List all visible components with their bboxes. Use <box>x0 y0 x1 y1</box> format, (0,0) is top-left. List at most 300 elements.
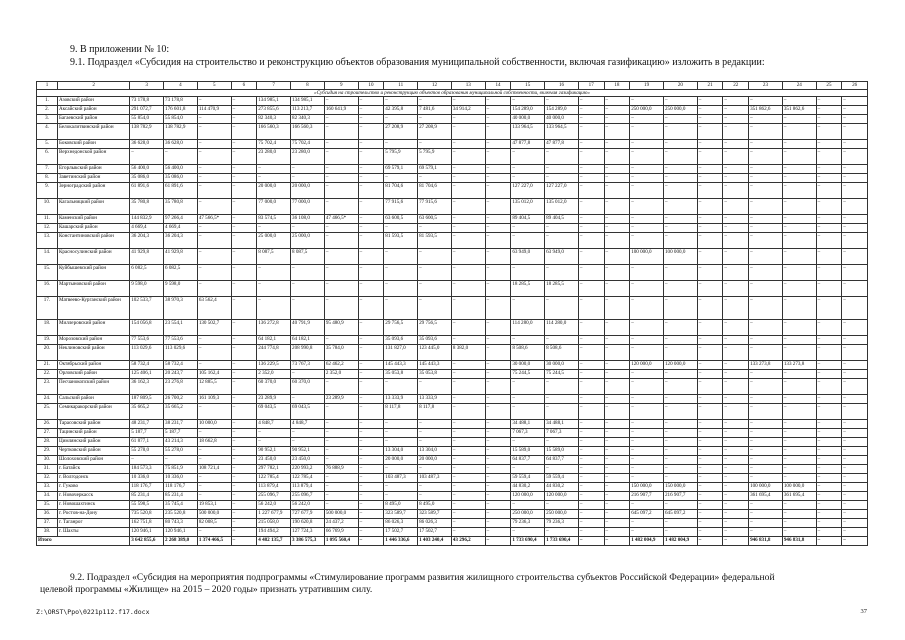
table-cell: – <box>842 281 868 297</box>
column-number: 3 <box>130 82 164 90</box>
table-cell: – <box>578 281 604 297</box>
table-cell: – <box>418 115 452 124</box>
table-cell: – <box>485 465 511 474</box>
table-cell: – <box>545 165 579 174</box>
table-row <box>37 97 868 106</box>
table-cell: – <box>485 149 511 165</box>
table-cell: – <box>197 249 231 265</box>
table-cell: 4 669,4 <box>130 224 164 233</box>
total-cell: – <box>816 537 842 546</box>
table-cell: – <box>782 345 816 361</box>
table-cell: 120 000,0 <box>663 361 697 370</box>
table-cell: – <box>842 336 868 345</box>
table-row <box>37 115 868 124</box>
municipality-name: Морозовский район <box>57 336 129 345</box>
table-cell: – <box>816 297 842 320</box>
total-cell: – <box>723 537 749 546</box>
table-cell: 63 600,5 <box>418 215 452 224</box>
table-cell: – <box>578 519 604 528</box>
table-cell: 30 000,0 <box>545 361 579 370</box>
table-cell: 113 213,7 <box>291 106 325 115</box>
table-cell: 35 086,0 <box>130 174 164 183</box>
table-cell: – <box>451 124 485 140</box>
table-cell: – <box>630 528 664 537</box>
table-cell: 64 837,7 <box>511 456 545 465</box>
amendment-heading: 9. В приложении № 10: <box>70 44 170 55</box>
table-cell: 56 242,0 <box>291 501 325 510</box>
table-cell: – <box>663 501 697 510</box>
table-cell: 81 593,5 <box>418 233 452 249</box>
table-cell: – <box>749 165 783 174</box>
table-cell: – <box>578 106 604 115</box>
table-cell: – <box>485 510 511 519</box>
table-cell: – <box>630 115 664 124</box>
table-cell: – <box>324 124 358 140</box>
table-cell: – <box>451 474 485 483</box>
municipality-name: Неклиновский район <box>57 345 129 361</box>
table-cell: 23 554,1 <box>164 320 198 336</box>
table-cell: – <box>630 199 664 215</box>
table-cell: 208 990,8 <box>291 345 325 361</box>
total-cell: – <box>578 537 604 546</box>
table-cell: – <box>816 233 842 249</box>
table-cell: – <box>604 492 630 501</box>
table-cell: 727 677,9 <box>291 510 325 519</box>
row-number: 15. <box>37 265 58 281</box>
table-cell: – <box>451 429 485 438</box>
table-cell: – <box>545 404 579 420</box>
table-cell: – <box>749 281 783 297</box>
table-cell: – <box>358 438 384 447</box>
table-cell: – <box>197 456 231 465</box>
table-cell: – <box>663 265 697 281</box>
table-cell: – <box>578 361 604 370</box>
row-number: 32. <box>37 474 58 483</box>
table-row <box>37 174 868 183</box>
table-cell: – <box>816 370 842 379</box>
table-row <box>37 165 868 174</box>
table-cell: – <box>630 174 664 183</box>
row-number: 2. <box>37 106 58 115</box>
table-cell: – <box>749 215 783 224</box>
table-cell: 44 830,2 <box>511 483 545 492</box>
table-cell: – <box>663 320 697 336</box>
table-cell: – <box>782 429 816 438</box>
table-cell: 118 176,7 <box>130 483 164 492</box>
table-cell: – <box>164 149 198 165</box>
table-row <box>37 345 868 361</box>
table-cell: – <box>697 320 723 336</box>
table-cell: 35 745,4 <box>164 501 198 510</box>
table-cell: – <box>451 183 485 199</box>
table-cell: – <box>749 510 783 519</box>
column-number-row <box>37 82 868 90</box>
table-cell: – <box>630 320 664 336</box>
municipality-name: г. Батайск <box>57 465 129 474</box>
table-cell: 63 949,0 <box>511 249 545 265</box>
table-cell: 114 280,0 <box>545 320 579 336</box>
table-row <box>37 501 868 510</box>
table-cell: – <box>749 474 783 483</box>
table-cell: 19 853,1 <box>197 501 231 510</box>
table-cell: – <box>384 249 418 265</box>
table-cell: 136 272,8 <box>257 320 291 336</box>
table-cell: – <box>816 519 842 528</box>
table-cell: 47 877,8 <box>545 140 579 149</box>
table-cell: 6 082,5 <box>130 265 164 281</box>
table-cell: – <box>604 199 630 215</box>
total-cell: 2 268 389,0 <box>164 537 198 546</box>
table-cell: – <box>358 336 384 345</box>
table-cell: – <box>578 124 604 140</box>
table-cell: – <box>723 165 749 174</box>
table-cell: – <box>451 165 485 174</box>
table-cell: 135 012,0 <box>511 199 545 215</box>
table-cell: – <box>324 379 358 395</box>
row-number: 1. <box>37 97 58 106</box>
table-cell: – <box>723 345 749 361</box>
table-cell: – <box>663 447 697 456</box>
table-cell: – <box>578 215 604 224</box>
table-cell: – <box>578 183 604 199</box>
table-cell: – <box>842 320 868 336</box>
table-cell: – <box>697 420 723 429</box>
table-cell: 73 767,3 <box>291 361 325 370</box>
table-cell: – <box>604 379 630 395</box>
table-cell: – <box>630 404 664 420</box>
table-cell: 34 488,1 <box>511 420 545 429</box>
table-cell: 13 333,9 <box>418 395 452 404</box>
table-cell: – <box>451 336 485 345</box>
table-cell: – <box>358 345 384 361</box>
table-cell: – <box>842 474 868 483</box>
table-cell: 120 000,0 <box>545 492 579 501</box>
table-cell: 89 404,5 <box>545 215 579 224</box>
table-cell: – <box>842 149 868 165</box>
table-cell: 113 029,6 <box>130 345 164 361</box>
table-cell: – <box>578 528 604 537</box>
table-cell: – <box>697 124 723 140</box>
row-number: 9. <box>37 183 58 199</box>
table-cell: – <box>545 174 579 183</box>
table-cell: 4 848,7 <box>291 420 325 429</box>
table-cell: – <box>842 447 868 456</box>
table-cell: – <box>723 519 749 528</box>
table-cell: – <box>630 519 664 528</box>
table-cell: – <box>578 483 604 492</box>
table-cell: – <box>578 174 604 183</box>
table-cell: 26 700,2 <box>164 395 198 404</box>
table-cell: 8 495,0 <box>418 501 452 510</box>
table-row <box>37 361 868 370</box>
table-cell: – <box>324 483 358 492</box>
table-cell: – <box>604 395 630 404</box>
table-cell: 160 641,9 <box>324 106 358 115</box>
table-cell: – <box>723 404 749 420</box>
table-cell: – <box>418 297 452 320</box>
table-cell: 144 832,9 <box>130 215 164 224</box>
table-cell: 255 096,7 <box>257 492 291 501</box>
table-cell: 145 443,3 <box>384 361 418 370</box>
table-cell: 184 573,3 <box>130 465 164 474</box>
table-cell: – <box>604 456 630 465</box>
table-cell: – <box>485 336 511 345</box>
table-cell: – <box>545 528 579 537</box>
total-cell: – <box>231 537 257 546</box>
table-cell: 35 053,8 <box>418 370 452 379</box>
table-cell: 82 340,3 <box>257 115 291 124</box>
table-cell: – <box>663 215 697 224</box>
table-row <box>37 420 868 429</box>
table-row <box>37 320 868 336</box>
table-cell: – <box>816 510 842 519</box>
table-cell: 6 082,5 <box>164 265 198 281</box>
table-cell: 55 598,5 <box>130 501 164 510</box>
table-cell: – <box>842 297 868 320</box>
table-cell: – <box>749 249 783 265</box>
table-cell: – <box>782 124 816 140</box>
row-number: 24. <box>37 395 58 404</box>
municipality-name: г. Новочеркасск <box>57 492 129 501</box>
municipality-name: г. Новошахтинск <box>57 501 129 510</box>
table-cell: 15 589,0 <box>511 447 545 456</box>
table-cell: – <box>749 465 783 474</box>
table-cell: 55 854,0 <box>164 115 198 124</box>
table-cell: – <box>697 395 723 404</box>
table-cell: – <box>842 528 868 537</box>
table-cell: 24 437,2 <box>324 519 358 528</box>
table-cell: – <box>782 395 816 404</box>
table-cell: – <box>485 106 511 115</box>
table-cell: – <box>723 97 749 106</box>
table-cell: – <box>723 281 749 297</box>
table-cell: – <box>358 456 384 465</box>
table-cell: – <box>697 474 723 483</box>
total-cell: 1 403 240,4 <box>418 537 452 546</box>
table-cell: – <box>816 265 842 281</box>
table-cell: – <box>697 115 723 124</box>
table-cell: 23 280,0 <box>257 149 291 165</box>
row-number: 26. <box>37 420 58 429</box>
table-cell: – <box>630 456 664 465</box>
table-cell: – <box>197 429 231 438</box>
table-cell: – <box>384 420 418 429</box>
table-row <box>37 429 868 438</box>
table-cell: – <box>324 97 358 106</box>
table-cell: – <box>630 165 664 174</box>
table-cell: – <box>842 395 868 404</box>
table-cell: – <box>842 370 868 379</box>
table-cell: – <box>842 165 868 174</box>
table-cell: – <box>485 224 511 233</box>
table-cell: – <box>324 199 358 215</box>
table-cell: 7 067,3 <box>511 429 545 438</box>
municipality-name: Миллеровский район <box>57 320 129 336</box>
table-cell: – <box>324 336 358 345</box>
table-cell: – <box>231 281 257 297</box>
table-cell: – <box>749 224 783 233</box>
table-cell: – <box>604 297 630 320</box>
total-cell: 43 296,2 <box>451 537 485 546</box>
table-cell: – <box>231 379 257 395</box>
table-cell: 35 780,8 <box>130 199 164 215</box>
row-number: 19. <box>37 336 58 345</box>
table-cell: – <box>630 336 664 345</box>
table-cell: – <box>604 215 630 224</box>
table-cell: – <box>231 519 257 528</box>
table-cell: – <box>816 501 842 510</box>
table-cell: – <box>451 492 485 501</box>
table-cell: – <box>511 224 545 233</box>
table-cell: – <box>782 265 816 281</box>
table-row <box>37 233 868 249</box>
table-cell: 73 178,8 <box>130 97 164 106</box>
total-cell: 3 642 855,6 <box>130 537 164 546</box>
table-cell: 176 601,8 <box>164 106 198 115</box>
table-cell: – <box>231 233 257 249</box>
municipality-name: г. Ростов-на-Дону <box>57 510 129 519</box>
table-cell: – <box>485 345 511 361</box>
table-cell: – <box>782 281 816 297</box>
file-path: Z:\ORST\Ppo\0221p112.f17.docx <box>36 608 150 616</box>
table-cell: 23 289,9 <box>324 395 358 404</box>
table-cell: – <box>723 174 749 183</box>
table-cell: 273 855,6 <box>257 106 291 115</box>
table-cell: – <box>578 395 604 404</box>
table-cell: – <box>231 438 257 447</box>
table-cell: 131 827,0 <box>384 345 418 361</box>
total-cell: – <box>842 537 868 546</box>
table-cell: – <box>358 370 384 379</box>
table-cell: 5 187,7 <box>164 429 198 438</box>
table-cell: – <box>291 174 325 183</box>
table-cell: – <box>197 474 231 483</box>
table-cell: – <box>782 447 816 456</box>
table-cell: – <box>604 519 630 528</box>
table-cell: – <box>842 199 868 215</box>
table-cell: – <box>485 519 511 528</box>
table-cell: – <box>511 404 545 420</box>
table-cell: – <box>578 474 604 483</box>
table-cell: – <box>197 140 231 149</box>
table-row <box>37 265 868 281</box>
table-cell: – <box>782 379 816 395</box>
table-cell: – <box>816 249 842 265</box>
table-row <box>37 510 868 519</box>
table-cell: 133 273,8 <box>782 361 816 370</box>
table-cell: – <box>697 510 723 519</box>
table-cell: 55 278,0 <box>164 447 198 456</box>
table-cell: – <box>697 438 723 447</box>
table-cell: – <box>418 249 452 265</box>
table-cell: 58 732,4 <box>164 361 198 370</box>
table-cell: – <box>842 379 868 395</box>
table-cell: – <box>324 224 358 233</box>
table-cell: – <box>723 528 749 537</box>
table-cell: – <box>291 429 325 438</box>
table-cell: – <box>697 165 723 174</box>
column-number: 14 <box>485 82 511 90</box>
table-cell: – <box>358 297 384 320</box>
municipality-name: г. Волгодонск <box>57 474 129 483</box>
table-cell: 122 785,4 <box>291 474 325 483</box>
table-cell: – <box>578 438 604 447</box>
table-cell: – <box>782 474 816 483</box>
table-cell: – <box>663 336 697 345</box>
total-cell: 3 386 575,3 <box>291 537 325 546</box>
table-cell: – <box>697 492 723 501</box>
table-row <box>37 395 868 404</box>
table-cell: – <box>578 265 604 281</box>
table-cell: – <box>291 438 325 447</box>
table-cell: 77 915,6 <box>384 199 418 215</box>
table-cell: – <box>604 140 630 149</box>
table-cell: – <box>358 199 384 215</box>
table-cell: 166 560,3 <box>257 124 291 140</box>
table-row <box>37 456 868 465</box>
table-cell: 215 058,0 <box>257 519 291 528</box>
table-cell: – <box>749 183 783 199</box>
table-cell: 114 280,0 <box>511 320 545 336</box>
table-row <box>37 297 868 320</box>
table-cell: – <box>697 370 723 379</box>
table-cell: 323 589,7 <box>418 510 452 519</box>
table-cell: – <box>782 510 816 519</box>
table-cell: 351 862,6 <box>782 106 816 115</box>
table-cell: 8 087,5 <box>257 249 291 265</box>
table-cell: 133 964,5 <box>511 124 545 140</box>
row-number: 7. <box>37 165 58 174</box>
table-cell: – <box>511 233 545 249</box>
table-cell: – <box>663 165 697 174</box>
table-cell: – <box>231 395 257 404</box>
table-cell: 102 533,7 <box>130 297 164 320</box>
table-cell: 135 012,0 <box>545 199 579 215</box>
municipality-name: Октябрьский район <box>57 361 129 370</box>
column-number: 16 <box>545 82 579 90</box>
table-cell: 69 579,1 <box>418 165 452 174</box>
table-cell: – <box>697 249 723 265</box>
table-cell: – <box>723 149 749 165</box>
table-cell: – <box>816 438 842 447</box>
table-cell: – <box>630 345 664 361</box>
table-cell: – <box>723 199 749 215</box>
table-cell: – <box>782 165 816 174</box>
table-cell: 12 885,5 <box>197 379 231 395</box>
table-cell: – <box>231 265 257 281</box>
total-cell: 1 482 004,9 <box>663 537 697 546</box>
table-row <box>37 438 868 447</box>
row-number: 22. <box>37 370 58 379</box>
table-cell: – <box>749 233 783 249</box>
table-cell: – <box>630 281 664 297</box>
table-cell: – <box>231 501 257 510</box>
table-cell: – <box>324 501 358 510</box>
table-cell: – <box>723 140 749 149</box>
table-cell: – <box>324 297 358 320</box>
row-number: 37. <box>37 519 58 528</box>
table-cell: 133 964,5 <box>545 124 579 140</box>
table-cell: 216 907,7 <box>630 492 664 501</box>
municipality-name: Тарасовский район <box>57 420 129 429</box>
table-cell: 100 000,0 <box>663 249 697 265</box>
table-cell: – <box>197 528 231 537</box>
table-cell: – <box>578 140 604 149</box>
table-cell: – <box>697 429 723 438</box>
table-cell: – <box>418 174 452 183</box>
table-cell: 154 056,8 <box>130 320 164 336</box>
table-cell: – <box>545 395 579 404</box>
